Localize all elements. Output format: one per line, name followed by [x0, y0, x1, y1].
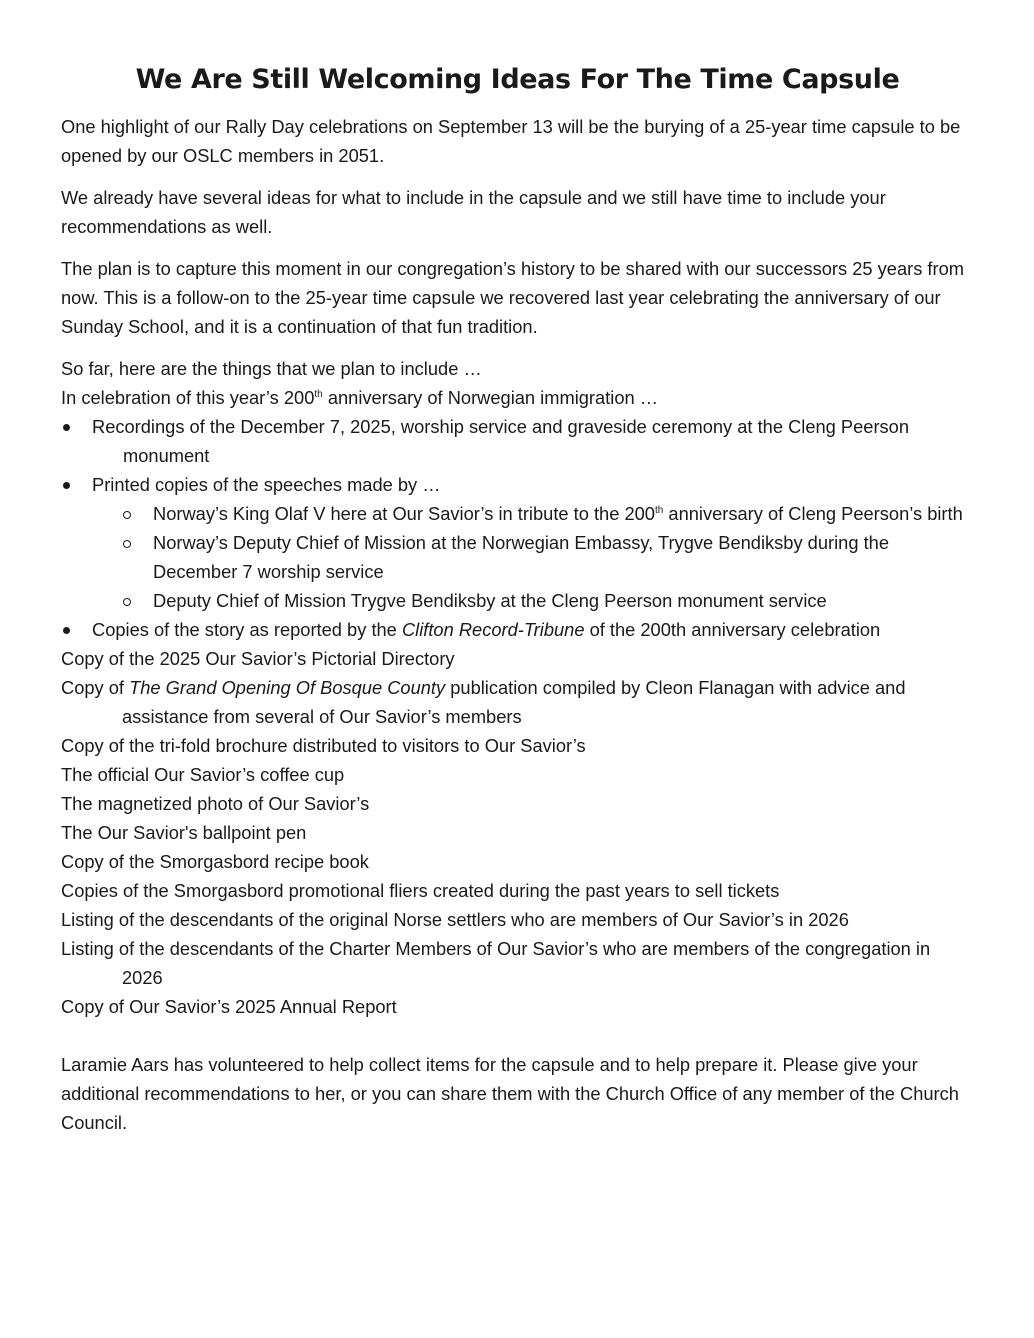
list-item-text: Printed copies of the speeches made by … — [92, 474, 441, 495]
list-item — [61, 470, 974, 499]
publication-title: The Grand Opening Of Bosque County — [129, 677, 446, 698]
item-annual-report: Copy of Our Savior’s 2025 Annual Report — [61, 996, 397, 1017]
paragraph-rally-day: One highlight of our Rally Day celebrations on September 13 will be the burying of a 25-year time capsule to be opened by our OSLC members in 2051. — [61, 116, 961, 166]
item-fliers: Copies of the Smorgasbord promotional fliers created during the past years to sell tickets — [61, 880, 780, 901]
item-grand-opening — [61, 673, 974, 731]
list-item-text — [92, 615, 974, 644]
celebration-intro-text-end: anniversary of Norwegian immigration … — [322, 387, 659, 408]
sub-list-item-text: Deputy Chief of Mission Trygve Bendiksby at the Cleng Peerson monument service — [153, 590, 827, 611]
item-directory: Copy of the 2025 Our Savior’s Pictorial Directory — [61, 648, 455, 669]
sub-text-start: Norway’s King Olaf V here at Our Savior’s in tribute to the 200 — [153, 503, 655, 524]
sub-list-item — [61, 499, 974, 528]
item-brochure: Copy of the tri-fold brochure distributed to visitors to Our Savior’s — [61, 735, 586, 756]
list-item — [61, 615, 974, 644]
bullet-icon — [63, 627, 70, 634]
circle-bullet-icon — [123, 511, 131, 519]
circle-bullet-icon — [123, 598, 131, 606]
sub-list-item-text: Norway’s Deputy Chief of Mission at the Norwegian Embassy, Trygve Bendiksby during the December 7 worship service — [153, 532, 889, 582]
sub-text-end: anniversary of Cleng Peerson’s birth — [663, 503, 963, 524]
celebration-intro — [61, 383, 974, 412]
celebration-intro-text: In celebration of this year’s 200 — [61, 387, 315, 408]
item-norse-settlers: Listing of the descendants of the original Norse settlers who are members of Our Savior’s in 2026 — [61, 909, 849, 930]
page-title: We Are Still Welcoming Ideas For The Time Capsule — [135, 64, 900, 95]
paragraph-so-far: So far, here are the things that we plan to include … — [61, 358, 482, 379]
newspaper-title: Clifton Record-Tribune — [401, 619, 585, 640]
sub-list-item — [61, 528, 974, 586]
bullet-icon — [63, 424, 70, 431]
list-item-text-start: Copies of the story as reported by the — [92, 619, 402, 640]
paragraph-closing: Laramie Aars has volunteered to help collect items for the capsule and to help prepare it. Please give your additional recommendations to her, or you can share them with the Church Office of any member of the Church Council. — [61, 1054, 959, 1133]
list-item — [61, 412, 974, 470]
item-pen: The Our Savior's ballpoint pen — [61, 822, 307, 843]
sub-list-item-text — [153, 503, 963, 524]
paragraph-plan: The plan is to capture this moment in our congregation’s history to be shared with our successors 25 years from now. This is a follow-on to the 25-year time capsule we recovered last year celebrating the anniversary of our Sunday School, and it is a continuation of that fun tradition. — [61, 258, 964, 337]
paragraph-ideas: We already have several ideas for what to include in the capsule and we still have time to include your recommendations as well. — [61, 187, 886, 237]
item-photo: The magnetized photo of Our Savior’s — [61, 793, 370, 814]
item-text-end: publication compiled by Cleon Flanagan with advice and assistance from several of Our Savior’s members — [122, 677, 906, 727]
item-recipe-book: Copy of the Smorgasbord recipe book — [61, 851, 369, 872]
list-item-text: Recordings of the December 7, 2025, worship service and graveside ceremony at the Cleng Peerson monument — [92, 416, 910, 466]
list-item-text-end: of the 200th anniversary celebration — [584, 619, 881, 640]
circle-bullet-icon — [123, 540, 131, 548]
item-charter-members: Listing of the descendants of the Charter Members of Our Savior’s who are members of the congregation in 2026 — [61, 938, 931, 988]
item-text-start: Copy of — [61, 677, 130, 698]
item-coffee-cup: The official Our Savior’s coffee cup — [61, 764, 345, 785]
superscript: th — [314, 388, 323, 400]
superscript: th — [654, 504, 664, 516]
bullet-icon — [63, 482, 70, 489]
sub-list-item — [61, 586, 974, 615]
